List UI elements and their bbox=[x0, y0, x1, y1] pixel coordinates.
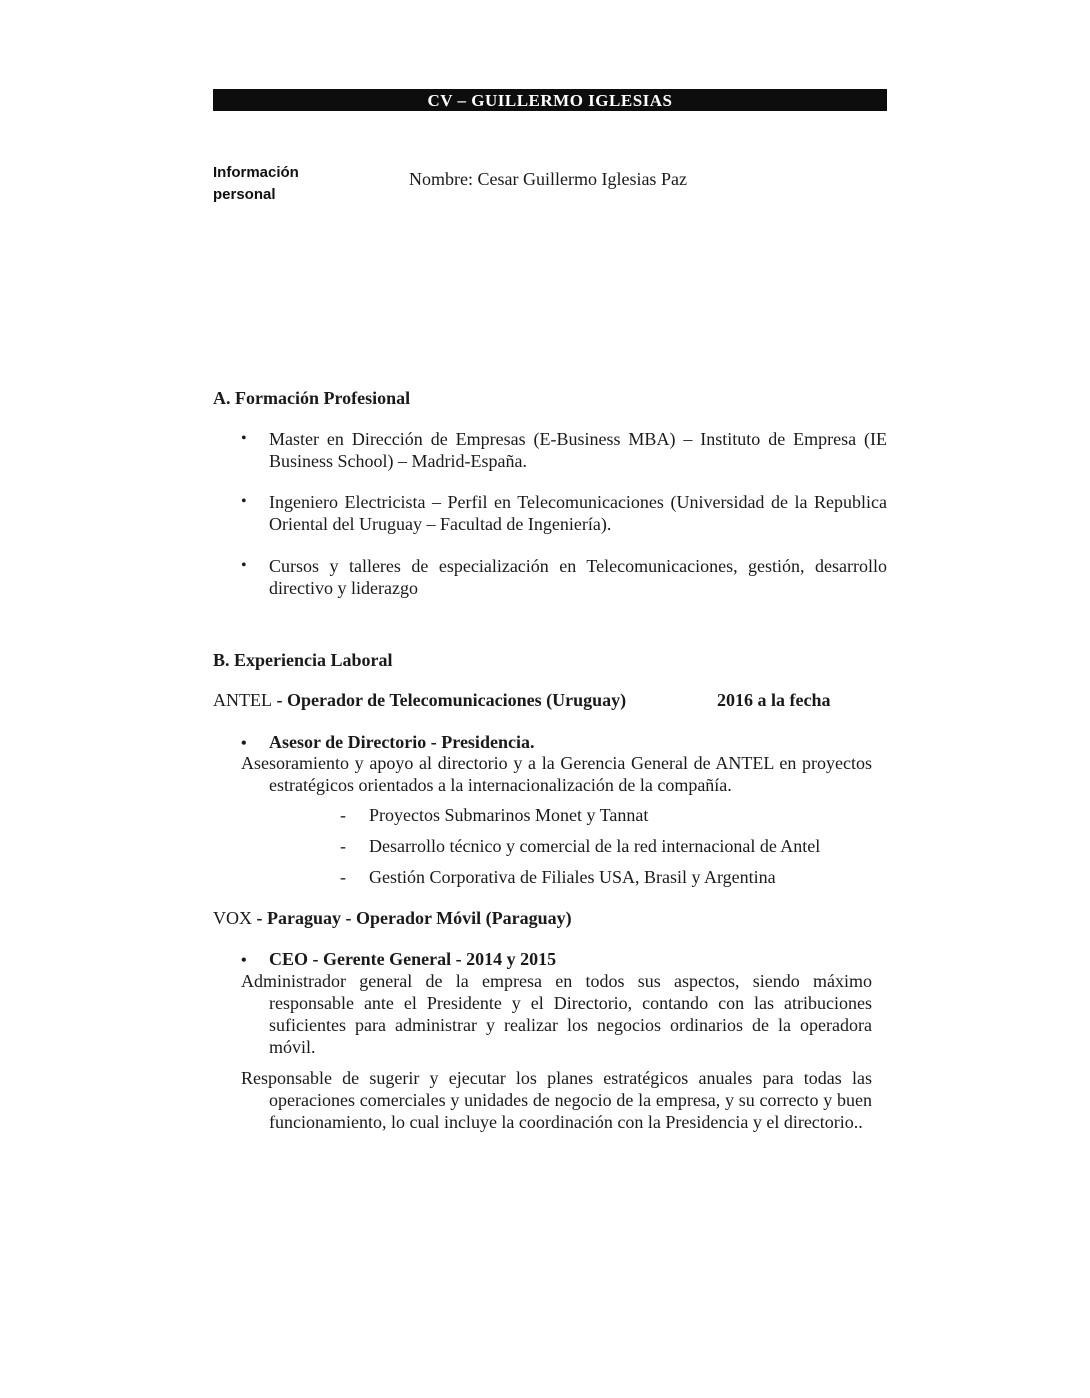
education-item bbox=[241, 491, 887, 535]
bullet-icon: • bbox=[241, 430, 247, 447]
project-item bbox=[340, 866, 776, 888]
job-role-title: CEO - Gerente General - 2014 y 2015 bbox=[269, 949, 557, 969]
bullet-icon: • bbox=[241, 735, 247, 752]
job-description: Responsable de sugerir y ejecutar los planes estratégicos anuales para todas las operaciones comerciales y unidades de negocio de la empresa, y su correcto y buen funcionamiento, lo cual incluye la coordinación con la Presidencia y el directorio.. bbox=[241, 1068, 872, 1132]
company-description: - Operador de Telecomunicaciones (Uruguay) bbox=[271, 690, 627, 710]
project-item-text: Proyectos Submarinos Monet y Tannat bbox=[369, 805, 649, 825]
education-item bbox=[241, 428, 887, 472]
bullet-icon: • bbox=[241, 557, 247, 574]
dash-icon: - bbox=[340, 867, 346, 887]
dash-icon: - bbox=[340, 836, 346, 856]
job-role bbox=[241, 948, 556, 972]
personal-info-label bbox=[213, 162, 323, 206]
project-item-text: Desarrollo técnico y comercial de la red internacional de Antel bbox=[369, 836, 821, 856]
job-description: Administrador general de la empresa en todos sus aspectos, siendo máximo responsable ante el Presidente y el Directorio, contando con las atribuciones suficientes para administrar y realizar los negocios ordinarios de la operadora móvil. bbox=[241, 971, 872, 1057]
project-item bbox=[340, 804, 648, 826]
company-name: ANTEL bbox=[213, 690, 272, 710]
section-b-heading: B. Experiencia Laboral bbox=[213, 650, 393, 670]
bullet-icon: • bbox=[241, 493, 247, 510]
company-name: VOX bbox=[213, 908, 252, 928]
bullet-icon: • bbox=[241, 952, 247, 969]
education-item bbox=[241, 555, 887, 599]
education-item-text: Ingeniero Electricista – Perfil en Telecomunicaciones (Universidad de la Republica Oriental del Uruguay – Facultad de Ingeniería). bbox=[269, 492, 887, 534]
job-period: 2016 a la fecha bbox=[717, 690, 831, 710]
education-item-text: Master en Dirección de Empresas (E-Business MBA) – Instituto de Empresa (IE Business School) – Madrid-España. bbox=[269, 429, 887, 471]
cv-title-bar: CV – GUILLERMO IGLESIAS bbox=[213, 89, 887, 111]
job-description: Asesoramiento y apoyo al directorio y a la Gerencia General de ANTEL en proyectos estratégicos orientados a la internacionalización de la compañía. bbox=[241, 753, 872, 795]
project-item bbox=[340, 835, 820, 857]
section-a-heading: A. Formación Profesional bbox=[213, 388, 411, 408]
personal-name: Nombre: Cesar Guillermo Iglesias Paz bbox=[409, 169, 687, 189]
dash-icon: - bbox=[340, 805, 346, 825]
project-item-text: Gestión Corporativa de Filiales USA, Brasil y Argentina bbox=[369, 867, 776, 887]
job-company bbox=[213, 689, 626, 711]
personal-info-label-line1: Información bbox=[213, 164, 299, 181]
job-role-title: Asesor de Directorio - Presidencia. bbox=[269, 732, 535, 752]
education-item-text: Cursos y talleres de especialización en Telecomunicaciones, gestión, desarrollo directivo y liderazgo bbox=[269, 556, 887, 598]
job-company bbox=[213, 907, 572, 929]
company-description: - Paraguay - Operador Móvil (Paraguay) bbox=[252, 908, 572, 928]
personal-info-label-line2: personal bbox=[213, 186, 276, 203]
